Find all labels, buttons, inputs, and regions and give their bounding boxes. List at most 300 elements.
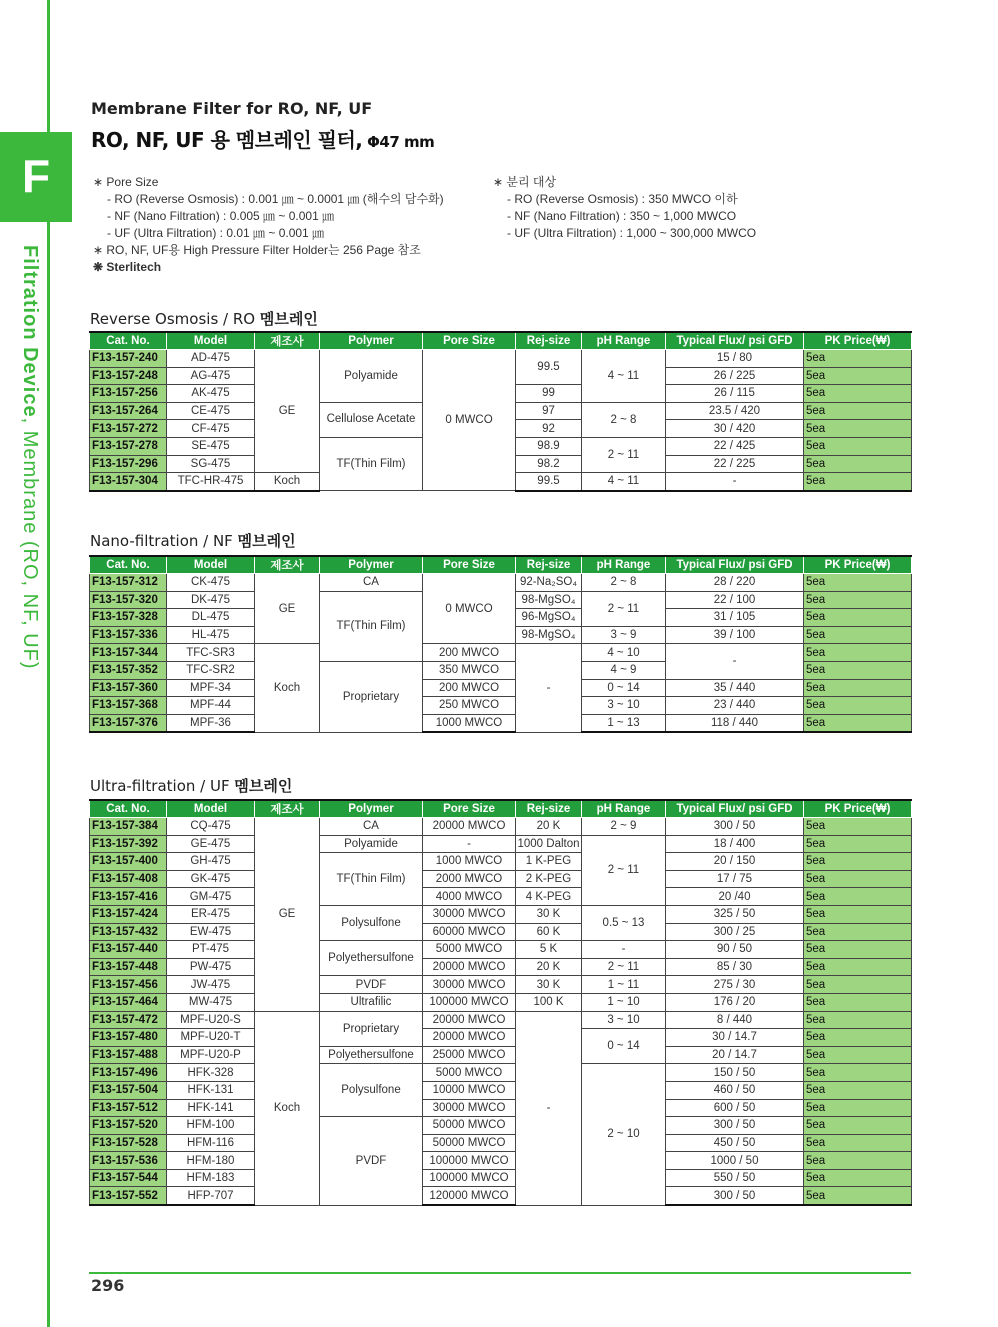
cat-no-cell: F13-157-296 <box>90 455 167 473</box>
pore-size-cell: 10000 MWCO <box>423 1081 516 1099</box>
rej-size-cell: 98.9 <box>516 437 582 455</box>
pore-size-cell: 20000 MWCO <box>423 818 516 836</box>
pk-price-cell: 5ea <box>804 473 912 491</box>
model-cell: AK-475 <box>167 385 255 403</box>
vertical-title-rest: , Membrane (RO, NF, UF) <box>19 417 41 670</box>
pk-price-cell: 5ea <box>804 1152 912 1170</box>
ph-range-cell: 4 ~ 10 <box>582 644 666 662</box>
header-cat-no: Cat. No. <box>90 556 167 574</box>
pk-price-cell: 5ea <box>804 1099 912 1117</box>
pk-price-cell: 5ea <box>804 870 912 888</box>
ph-range-cell: 0.5 ~ 13 <box>582 905 666 940</box>
pk-price-cell: 5ea <box>804 697 912 715</box>
pk-price-cell: 5ea <box>804 679 912 697</box>
header-pk-price: PK Price(₩) <box>804 800 912 818</box>
cat-no-cell: F13-157-344 <box>90 644 167 662</box>
model-cell: HFM-180 <box>167 1152 255 1170</box>
model-cell: GH-475 <box>167 853 255 871</box>
typical-flux-cell: 460 / 50 <box>666 1081 804 1099</box>
page-title-en: Membrane Filter for RO, NF, UF <box>91 99 373 118</box>
table-row <box>90 1029 912 1047</box>
pk-price-cell: 5ea <box>804 402 912 420</box>
ph-range-cell: 2 ~ 11 <box>582 958 666 976</box>
pore-size-cell: 250 MWCO <box>423 697 516 715</box>
ph-range-cell: 2 ~ 8 <box>582 402 666 437</box>
pore-size-cell: 2000 MWCO <box>423 870 516 888</box>
cat-no-cell: F13-157-336 <box>90 626 167 644</box>
pore-size-cell: 30000 MWCO <box>423 905 516 923</box>
table-nf <box>89 555 912 733</box>
rej-size-cell: 99.5 <box>516 473 582 491</box>
ph-range-cell: 3 ~ 9 <box>582 626 666 644</box>
model-cell: DK-475 <box>167 591 255 609</box>
title-ko-text: RO, NF, UF 용 멤브레인 필터, <box>91 128 363 152</box>
cat-no-cell: F13-157-376 <box>90 714 167 732</box>
pore-size-cell: 5000 MWCO <box>423 941 516 959</box>
table-row <box>90 835 912 853</box>
pore-size-cell: 20000 MWCO <box>423 1011 516 1029</box>
footer-rule <box>89 1272 911 1274</box>
pk-price-cell: 5ea <box>804 591 912 609</box>
cat-no-cell: F13-157-480 <box>90 1029 167 1047</box>
cat-no-cell: F13-157-520 <box>90 1117 167 1135</box>
pk-price-cell: 5ea <box>804 941 912 959</box>
table-row <box>90 644 912 662</box>
cat-no-cell: F13-157-392 <box>90 835 167 853</box>
polymer-cell: CA <box>320 574 423 592</box>
model-cell: HFM-100 <box>167 1117 255 1135</box>
header-typical-flux: Typical Flux/ psi GFD <box>666 800 804 818</box>
header-polymer: Polymer <box>320 556 423 574</box>
typical-flux-cell: 30 / 420 <box>666 420 804 438</box>
table-row <box>90 1046 912 1064</box>
typical-flux-cell: 85 / 30 <box>666 958 804 976</box>
rej-size-cell: 96-MgSO₄ <box>516 609 582 627</box>
header-ph-range: pH Range <box>582 800 666 818</box>
table-row <box>90 1169 912 1187</box>
pore-size-cell: 100000 MWCO <box>423 1152 516 1170</box>
manufacturer-cell: Koch <box>255 473 320 491</box>
cat-no-cell: F13-157-552 <box>90 1187 167 1205</box>
rej-size-cell: 98-MgSO₄ <box>516 591 582 609</box>
manufacturer-cell: GE <box>255 574 320 644</box>
pk-price-cell: 5ea <box>804 835 912 853</box>
manufacturer-cell: GE <box>255 350 320 473</box>
note: - UF (Ultra Filtration) : 1,000 ~ 300,000 MWCO <box>507 226 757 240</box>
table-row <box>90 1064 912 1082</box>
ph-range-cell: 4 ~ 11 <box>582 350 666 403</box>
typical-flux-cell: 325 / 50 <box>666 905 804 923</box>
cat-no-cell: F13-157-496 <box>90 1064 167 1082</box>
pk-price-cell: 5ea <box>804 1169 912 1187</box>
typical-flux-cell: 17 / 75 <box>666 870 804 888</box>
pore-size-cell: 0 MWCO <box>423 350 516 491</box>
cat-no-cell: F13-157-248 <box>90 367 167 385</box>
table-row <box>90 1099 912 1117</box>
table-row <box>90 350 912 368</box>
header-typical-flux: Typical Flux/ psi GFD <box>666 556 804 574</box>
pk-price-cell: 5ea <box>804 1081 912 1099</box>
typical-flux-cell: 300 / 25 <box>666 923 804 941</box>
pk-price-cell: 5ea <box>804 888 912 906</box>
cat-no-cell: F13-157-278 <box>90 437 167 455</box>
pk-price-cell: 5ea <box>804 993 912 1011</box>
typical-flux-cell: 300 / 50 <box>666 818 804 836</box>
model-cell: SG-475 <box>167 455 255 473</box>
rej-size-cell: 97 <box>516 402 582 420</box>
header-typical-flux: Typical Flux/ psi GFD <box>666 332 804 350</box>
ph-range-cell: - <box>582 941 666 959</box>
table-row <box>90 697 912 715</box>
typical-flux-cell: 300 / 50 <box>666 1187 804 1205</box>
typical-flux-cell: 22 / 425 <box>666 437 804 455</box>
pore-size-cell: 100000 MWCO <box>423 993 516 1011</box>
cat-no-cell: F13-157-264 <box>90 402 167 420</box>
typical-flux-cell: 1000 / 50 <box>666 1152 804 1170</box>
pore-size-cell: 20000 MWCO <box>423 958 516 976</box>
header-model: Model <box>167 800 255 818</box>
pore-size-cell: 30000 MWCO <box>423 1099 516 1117</box>
cat-no-cell: F13-157-416 <box>90 888 167 906</box>
pk-price-cell: 5ea <box>804 455 912 473</box>
section-title-en: Reverse Osmosis / RO <box>90 310 256 328</box>
pk-price-cell: 5ea <box>804 905 912 923</box>
table-row <box>90 941 912 959</box>
cat-no-cell: F13-157-312 <box>90 574 167 592</box>
rej-size-cell: 99.5 <box>516 350 582 385</box>
table-row <box>90 853 912 871</box>
header-pore-size: Pore Size <box>423 332 516 350</box>
pk-price-cell: 5ea <box>804 1046 912 1064</box>
rej-size-cell: 99 <box>516 385 582 403</box>
typical-flux-cell: 8 / 440 <box>666 1011 804 1029</box>
polymer-cell: Ultrafilic <box>320 993 423 1011</box>
pore-size-cell: 120000 MWCO <box>423 1187 516 1205</box>
typical-flux-cell: 20 / 150 <box>666 853 804 871</box>
rej-size-cell: 98-MgSO₄ <box>516 626 582 644</box>
polymer-cell: TF(Thin Film) <box>320 437 423 490</box>
pk-price-cell: 5ea <box>804 1117 912 1135</box>
cat-no-cell: F13-157-464 <box>90 993 167 1011</box>
model-cell: GK-475 <box>167 870 255 888</box>
pore-size-cell: 50000 MWCO <box>423 1134 516 1152</box>
polymer-cell: Polyamide <box>320 835 423 853</box>
cat-no-cell: F13-157-456 <box>90 976 167 994</box>
model-cell: ER-475 <box>167 905 255 923</box>
model-cell: HL-475 <box>167 626 255 644</box>
vertical-title-bold: Filtration Device <box>19 245 41 418</box>
typical-flux-cell: 600 / 50 <box>666 1099 804 1117</box>
polymer-cell: Cellulose Acetate <box>320 402 423 437</box>
pore-size-cell: 5000 MWCO <box>423 1064 516 1082</box>
pk-price-cell: 5ea <box>804 1134 912 1152</box>
typical-flux-cell: 550 / 50 <box>666 1169 804 1187</box>
manufacturer-cell: GE <box>255 818 320 1012</box>
typical-flux-cell: 150 / 50 <box>666 1064 804 1082</box>
pk-price-cell: 5ea <box>804 818 912 836</box>
model-cell: GE-475 <box>167 835 255 853</box>
notes-left <box>93 174 444 276</box>
table-ro <box>89 331 912 492</box>
pk-price-cell: 5ea <box>804 714 912 732</box>
cat-no-cell: F13-157-432 <box>90 923 167 941</box>
ph-range-cell: 2 ~ 11 <box>582 437 666 472</box>
model-cell: MPF-36 <box>167 714 255 732</box>
table-row <box>90 1081 912 1099</box>
typical-flux-cell: 20 / 14.7 <box>666 1046 804 1064</box>
pk-price-cell: 5ea <box>804 853 912 871</box>
ph-range-cell: 2 ~ 9 <box>582 818 666 836</box>
ph-range-cell: 1 ~ 10 <box>582 993 666 1011</box>
header-rej-size: Rej-size <box>516 800 582 818</box>
pore-size-cell: 350 MWCO <box>423 661 516 679</box>
cat-no-cell: F13-157-360 <box>90 679 167 697</box>
polymer-cell: Polyethersulfone <box>320 1046 423 1064</box>
ph-range-cell: 4 ~ 11 <box>582 473 666 491</box>
title-size: Φ47 mm <box>362 133 435 151</box>
model-cell: EW-475 <box>167 923 255 941</box>
pore-size-cell: - <box>423 835 516 853</box>
polymer-cell: TF(Thin Film) <box>320 591 423 661</box>
polymer-cell: Polyethersulfone <box>320 941 423 976</box>
note: ∗ 분리 대상 <box>493 175 557 189</box>
notes-right <box>493 174 756 242</box>
pore-size-cell: 60000 MWCO <box>423 923 516 941</box>
ph-range-cell: 3 ~ 10 <box>582 1011 666 1029</box>
section-tab: F <box>0 132 72 222</box>
ph-range-cell: 1 ~ 11 <box>582 976 666 994</box>
header-cat-no: Cat. No. <box>90 800 167 818</box>
table-uf <box>89 799 912 1206</box>
header-polymer: Polymer <box>320 800 423 818</box>
typical-flux-cell: 22 / 225 <box>666 455 804 473</box>
model-cell: AG-475 <box>167 367 255 385</box>
cat-no-cell: F13-157-528 <box>90 1134 167 1152</box>
model-cell: PT-475 <box>167 941 255 959</box>
typical-flux-cell: 26 / 115 <box>666 385 804 403</box>
table-row <box>90 905 912 923</box>
pore-size-cell: 30000 MWCO <box>423 976 516 994</box>
model-cell: HFK-141 <box>167 1099 255 1117</box>
typical-flux-cell: 275 / 30 <box>666 976 804 994</box>
typical-flux-cell: 300 / 50 <box>666 1117 804 1135</box>
polymer-cell: PVDF <box>320 976 423 994</box>
cat-no-cell: F13-157-424 <box>90 905 167 923</box>
cat-no-cell: F13-157-328 <box>90 609 167 627</box>
rej-size-cell: 4 K-PEG <box>516 888 582 906</box>
header-rej-size: Rej-size <box>516 556 582 574</box>
note: - UF (Ultra Filtration) : 0.01 ㎛ ~ 0.001 ㎛ <box>107 226 325 240</box>
pk-price-cell: 5ea <box>804 1064 912 1082</box>
pk-price-cell: 5ea <box>804 1011 912 1029</box>
polymer-cell: Polysulfone <box>320 1064 423 1117</box>
cat-no-cell: F13-157-240 <box>90 350 167 368</box>
model-cell: MPF-U20-T <box>167 1029 255 1047</box>
ph-range-cell: 2 ~ 10 <box>582 1064 666 1205</box>
pore-size-cell: 25000 MWCO <box>423 1046 516 1064</box>
pk-price-cell: 5ea <box>804 574 912 592</box>
rej-size-cell: 98.2 <box>516 455 582 473</box>
polymer-cell: TF(Thin Film) <box>320 853 423 906</box>
model-cell: MPF-34 <box>167 679 255 697</box>
model-cell: TFC-SR3 <box>167 644 255 662</box>
cat-no-cell: F13-157-400 <box>90 853 167 871</box>
pore-size-cell: 100000 MWCO <box>423 1169 516 1187</box>
note: ∗ Pore Size <box>93 175 159 189</box>
pore-size-cell: 4000 MWCO <box>423 888 516 906</box>
typical-flux-cell: 28 / 220 <box>666 574 804 592</box>
typical-flux-cell: 450 / 50 <box>666 1134 804 1152</box>
typical-flux-cell: 15 / 80 <box>666 350 804 368</box>
section-title-uf <box>90 775 292 796</box>
header-rej-size: Rej-size <box>516 332 582 350</box>
model-cell: MPF-U20-S <box>167 1011 255 1029</box>
pk-price-cell: 5ea <box>804 350 912 368</box>
header-manufacturer: 제조사 <box>255 800 320 818</box>
pk-price-cell: 5ea <box>804 367 912 385</box>
rej-size-cell: - <box>516 1011 582 1205</box>
note: - NF (Nano Filtration) : 0.005 ㎛ ~ 0.001 ㎛ <box>107 209 335 223</box>
table-row <box>90 958 912 976</box>
rej-size-cell: 20 K <box>516 818 582 836</box>
ph-range-cell: 2 ~ 8 <box>582 574 666 592</box>
cat-no-cell: F13-157-504 <box>90 1081 167 1099</box>
table-row <box>90 679 912 697</box>
polymer-cell: Proprietary <box>320 1011 423 1046</box>
cat-no-cell: F13-157-448 <box>90 958 167 976</box>
header-cat-no: Cat. No. <box>90 332 167 350</box>
pk-price-cell: 5ea <box>804 420 912 438</box>
header-manufacturer: 제조사 <box>255 556 320 574</box>
ph-range-cell: 2 ~ 11 <box>582 591 666 626</box>
cat-no-cell: F13-157-472 <box>90 1011 167 1029</box>
model-cell: JW-475 <box>167 976 255 994</box>
pk-price-cell: 5ea <box>804 1029 912 1047</box>
typical-flux-cell: 118 / 440 <box>666 714 804 732</box>
pore-size-cell: 50000 MWCO <box>423 1117 516 1135</box>
model-cell: CK-475 <box>167 574 255 592</box>
cat-no-cell: F13-157-368 <box>90 697 167 715</box>
polymer-cell: Proprietary <box>320 661 423 732</box>
pk-price-cell: 5ea <box>804 644 912 662</box>
typical-flux-cell: 23 / 440 <box>666 697 804 715</box>
cat-no-cell: F13-157-408 <box>90 870 167 888</box>
model-cell: PW-475 <box>167 958 255 976</box>
rej-size-cell: 92 <box>516 420 582 438</box>
typical-flux-cell: 26 / 225 <box>666 367 804 385</box>
cat-no-cell: F13-157-304 <box>90 473 167 491</box>
polymer-cell: CA <box>320 818 423 836</box>
rej-size-cell: 1 K-PEG <box>516 853 582 871</box>
table-row <box>90 574 912 592</box>
table-row <box>90 923 912 941</box>
polymer-cell: PVDF <box>320 1117 423 1205</box>
section-title-en: Nano-filtration / NF <box>90 532 233 550</box>
ph-range-cell: 3 ~ 10 <box>582 697 666 715</box>
model-cell: MPF-U20-P <box>167 1046 255 1064</box>
note-brand: ❋ Sterlitech <box>93 260 162 274</box>
header-polymer: Polymer <box>320 332 423 350</box>
table-row <box>90 993 912 1011</box>
page-number: 296 <box>91 1276 125 1295</box>
header-pk-price: PK Price(₩) <box>804 556 912 574</box>
pk-price-cell: 5ea <box>804 626 912 644</box>
note: - RO (Reverse Osmosis) : 0.001 ㎛ ~ 0.0001 ㎛ (해수의 담수화) <box>107 192 444 206</box>
model-cell: HFK-328 <box>167 1064 255 1082</box>
header-pore-size: Pore Size <box>423 800 516 818</box>
ph-range-cell: 1 ~ 13 <box>582 714 666 732</box>
pk-price-cell: 5ea <box>804 437 912 455</box>
note: - RO (Reverse Osmosis) : 350 MWCO 이하 <box>507 192 738 206</box>
manufacturer-cell: Koch <box>255 644 320 732</box>
typical-flux-cell: 31 / 105 <box>666 609 804 627</box>
model-cell: HFM-183 <box>167 1169 255 1187</box>
cat-no-cell: F13-157-440 <box>90 941 167 959</box>
pore-size-cell: 200 MWCO <box>423 679 516 697</box>
rej-size-cell: 5 K <box>516 941 582 959</box>
rej-size-cell: 2 K-PEG <box>516 870 582 888</box>
model-cell: TFC-SR2 <box>167 661 255 679</box>
pore-size-cell: 20000 MWCO <box>423 1029 516 1047</box>
model-cell: GM-475 <box>167 888 255 906</box>
section-title-ko: 멤브레인 <box>234 777 293 795</box>
table-row <box>90 870 912 888</box>
rej-size-cell: 1000 Dalton <box>516 835 582 853</box>
typical-flux-cell: - <box>666 644 804 679</box>
pk-price-cell: 5ea <box>804 609 912 627</box>
polymer-cell: Polysulfone <box>320 905 423 940</box>
model-cell: MW-475 <box>167 993 255 1011</box>
header-pore-size: Pore Size <box>423 556 516 574</box>
table-row <box>90 818 912 836</box>
cat-no-cell: F13-157-320 <box>90 591 167 609</box>
pk-price-cell: 5ea <box>804 958 912 976</box>
typical-flux-cell: 35 / 440 <box>666 679 804 697</box>
model-cell: DL-475 <box>167 609 255 627</box>
pk-price-cell: 5ea <box>804 1187 912 1205</box>
cat-no-cell: F13-157-352 <box>90 661 167 679</box>
header-row <box>90 800 912 818</box>
table-row <box>90 1187 912 1205</box>
cat-no-cell: F13-157-256 <box>90 385 167 403</box>
header-manufacturer: 제조사 <box>255 332 320 350</box>
rej-size-cell: 92-Na₂SO₄ <box>516 574 582 592</box>
rej-size-cell: 100 K <box>516 993 582 1011</box>
pk-price-cell: 5ea <box>804 385 912 403</box>
note: ∗ RO, NF, UF용 High Pressure Filter Holder는 256 Page 참조 <box>93 243 421 257</box>
header-ph-range: pH Range <box>582 332 666 350</box>
model-cell: CE-475 <box>167 402 255 420</box>
model-cell: HFM-116 <box>167 1134 255 1152</box>
cat-no-cell: F13-157-272 <box>90 420 167 438</box>
note: - NF (Nano Filtration) : 350 ~ 1,000 MWCO <box>507 209 737 223</box>
header-pk-price: PK Price(₩) <box>804 332 912 350</box>
pore-size-cell: 200 MWCO <box>423 644 516 662</box>
pk-price-cell: 5ea <box>804 923 912 941</box>
pore-size-cell: 1000 MWCO <box>423 714 516 732</box>
vertical-section-title <box>18 245 41 670</box>
table-row <box>90 1011 912 1029</box>
table-row <box>90 714 912 732</box>
header-row <box>90 556 912 574</box>
header-model: Model <box>167 332 255 350</box>
model-cell: AD-475 <box>167 350 255 368</box>
rej-size-cell: 20 K <box>516 958 582 976</box>
section-title-en: Ultra-filtration / UF <box>90 777 230 795</box>
typical-flux-cell: 30 / 14.7 <box>666 1029 804 1047</box>
typical-flux-cell: 90 / 50 <box>666 941 804 959</box>
cat-no-cell: F13-157-384 <box>90 818 167 836</box>
